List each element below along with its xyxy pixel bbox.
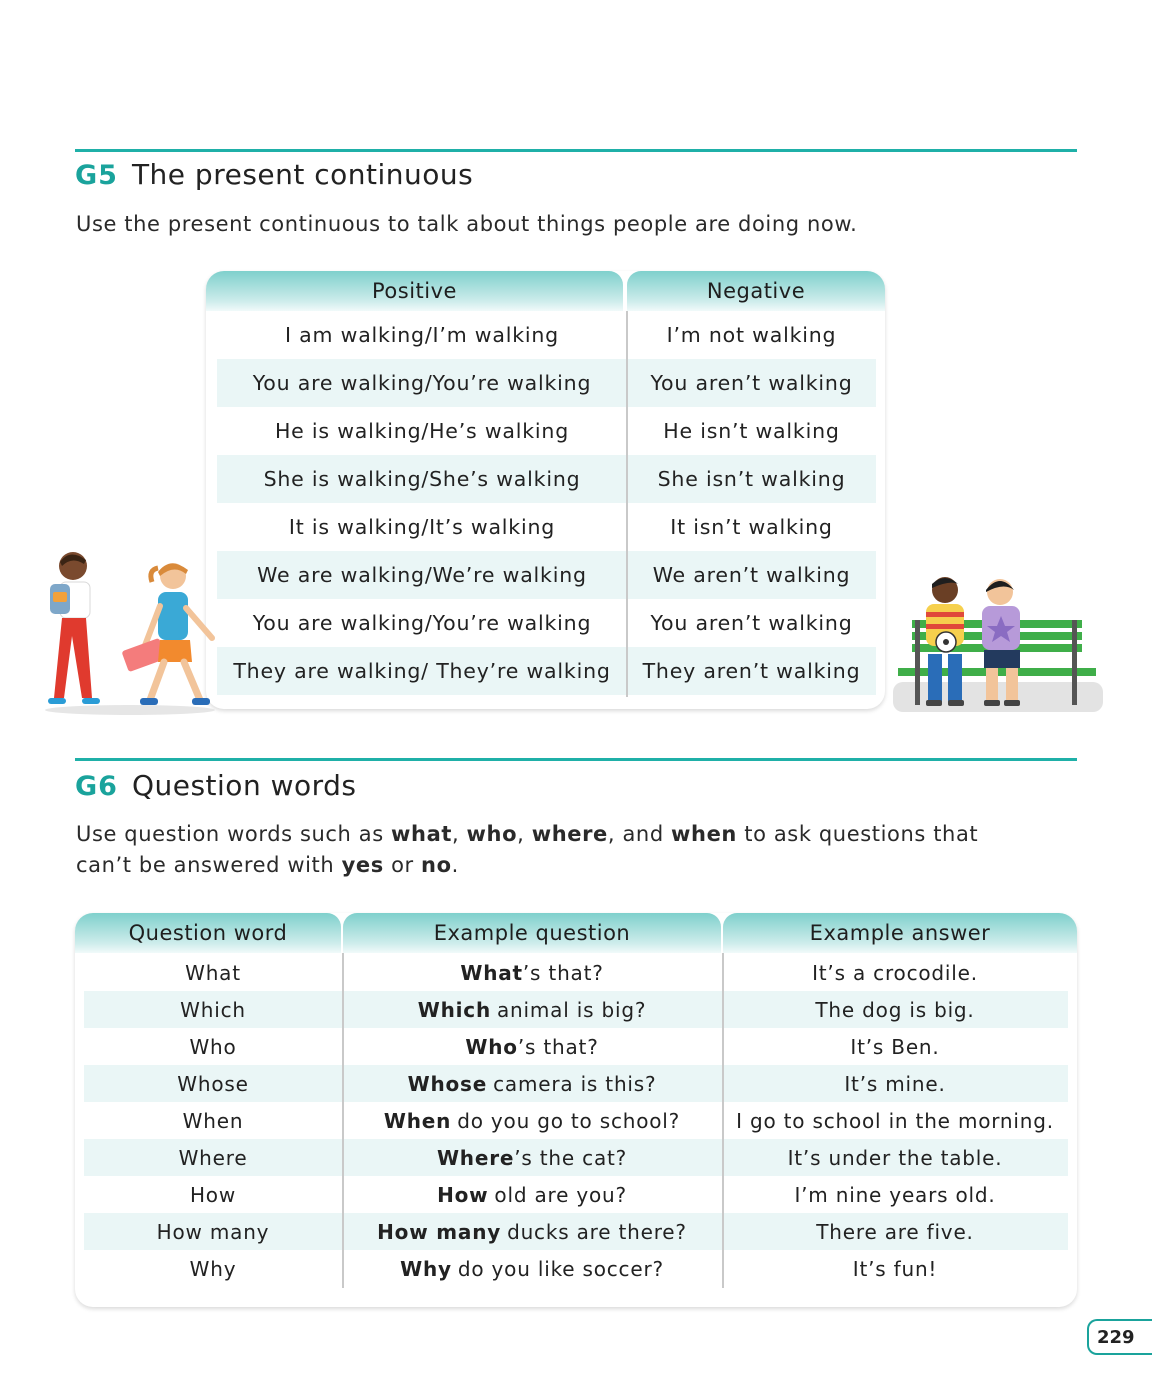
negative-cell: You aren’t walking <box>650 371 853 395</box>
example-question-cell: Which animal is big? <box>417 997 647 1022</box>
section-title: The present continuous <box>131 158 474 191</box>
positive-cell: They are walking/ They’re walking <box>233 659 611 683</box>
table-row <box>84 1102 1068 1139</box>
table-row <box>84 1028 1068 1065</box>
bench-children-illustration <box>890 570 1105 715</box>
table-row <box>84 1139 1068 1176</box>
section-heading-g6 <box>75 769 357 802</box>
section-code: G5 <box>75 160 118 191</box>
column-header-example-question: Example question <box>343 913 721 953</box>
example-question-cell: What ’s that? <box>460 960 604 985</box>
question-word-cell: Where <box>178 1145 248 1170</box>
question-word-cell: Why <box>189 1256 237 1281</box>
example-question-cell: Whose camera is this? <box>407 1071 657 1096</box>
question-word-cell: Who <box>189 1034 237 1059</box>
positive-cell: You are walking/You’re walking <box>252 371 592 395</box>
example-question-cell: Why do you like soccer? <box>400 1256 664 1281</box>
table-row <box>84 1065 1068 1102</box>
column-divider <box>626 311 628 697</box>
example-answer-cell: The dog is big. <box>815 997 975 1022</box>
question-word-cell: Which <box>180 997 246 1022</box>
question-word-cell: When <box>182 1108 244 1133</box>
table-row <box>84 991 1068 1028</box>
table-row <box>217 647 876 695</box>
question-word-cell: How <box>189 1182 237 1207</box>
section-divider <box>75 149 1077 152</box>
example-question-cell: Who ’s that? <box>465 1034 599 1059</box>
question-words-table <box>75 913 1077 1307</box>
column-header-negative: Negative <box>627 271 885 311</box>
positive-cell: He is walking/He’s walking <box>274 419 570 443</box>
example-question-cell: When do you go to school? <box>383 1108 681 1133</box>
example-answer-cell: There are five. <box>816 1219 974 1244</box>
negative-cell: You aren’t walking <box>650 611 853 635</box>
table-row <box>217 359 876 407</box>
section-intro: Use question words such as what, who, where, and when to ask questions that can’t be answered with yes or no. <box>76 822 979 877</box>
table-row <box>84 1250 1068 1287</box>
negative-cell: He isn’t walking <box>663 419 840 443</box>
positive-cell: She is walking/She’s walking <box>263 467 581 491</box>
example-answer-cell: I’m nine years old. <box>794 1182 996 1207</box>
example-answer-cell: I go to school in the morning. <box>736 1108 1054 1133</box>
example-question-cell: How many ducks are there? <box>377 1219 687 1244</box>
example-answer-cell: It’s Ben. <box>850 1034 940 1059</box>
column-divider <box>342 953 344 1288</box>
question-word-cell: Whose <box>177 1071 249 1096</box>
negative-cell: We aren’t walking <box>652 563 851 587</box>
table-row <box>217 407 876 455</box>
question-word-cell: What <box>185 960 241 985</box>
positive-cell: It is walking/It’s walking <box>288 515 556 539</box>
table-row <box>84 954 1068 991</box>
walking-children-illustration <box>40 548 225 718</box>
example-question-cell: How old are you? <box>437 1182 627 1207</box>
example-answer-cell: It’s under the table. <box>787 1145 1003 1170</box>
table-row <box>84 1176 1068 1213</box>
present-continuous-table <box>206 271 885 709</box>
negative-cell: They aren’t walking <box>642 659 861 683</box>
column-divider <box>722 953 724 1288</box>
section-code: G6 <box>75 771 118 802</box>
section-divider <box>75 758 1077 761</box>
column-header-example-answer: Example answer <box>723 913 1077 953</box>
page-number: 229 <box>1087 1319 1152 1355</box>
question-word-cell: How many <box>156 1219 270 1244</box>
positive-cell: We are walking/We’re walking <box>257 563 587 587</box>
section-intro: Use the present continuous to talk about things people are doing now. <box>76 212 858 236</box>
example-question-cell: Where ’s the cat? <box>436 1145 628 1170</box>
table-row <box>217 551 876 599</box>
table-row <box>84 1213 1068 1250</box>
example-answer-cell: It’s fun! <box>852 1256 938 1281</box>
section-title: Question words <box>131 769 357 802</box>
negative-cell: She isn’t walking <box>657 467 846 491</box>
negative-cell: It isn’t walking <box>670 515 833 539</box>
example-answer-cell: It’s a crocodile. <box>812 960 978 985</box>
table-row <box>217 455 876 503</box>
positive-cell: You are walking/You’re walking <box>252 611 592 635</box>
column-header-positive: Positive <box>206 271 623 311</box>
table-row <box>217 311 876 359</box>
example-answer-cell: It’s mine. <box>844 1071 946 1096</box>
table-row <box>217 503 876 551</box>
negative-cell: I’m not walking <box>666 323 837 347</box>
positive-cell: I am walking/I’m walking <box>285 323 559 347</box>
section-heading-g5 <box>75 158 473 191</box>
column-header-question-word: Question word <box>75 913 341 953</box>
table-row <box>217 599 876 647</box>
